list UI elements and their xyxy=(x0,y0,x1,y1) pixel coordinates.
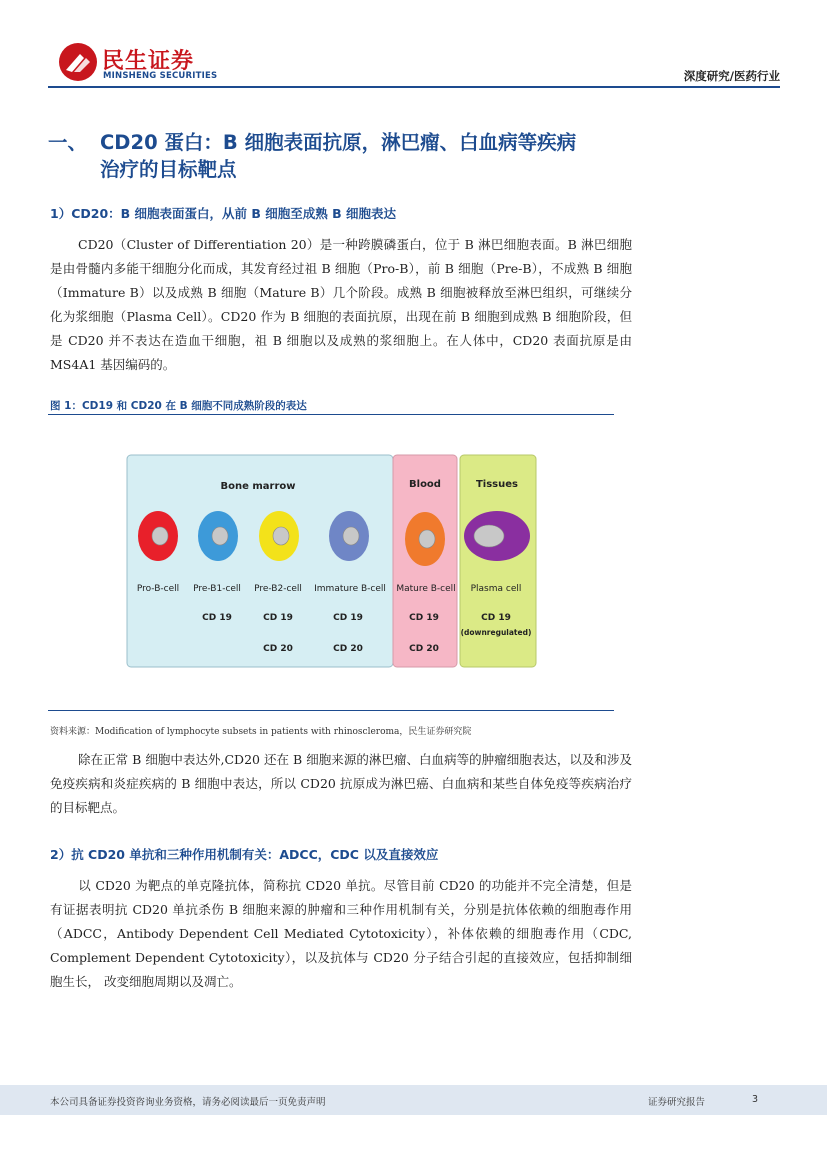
section-title-line1: CD20 蛋白：B 细胞表面抗原，淋巴瘤、白血病等疾病 xyxy=(100,131,577,154)
page-number: 3 xyxy=(752,1094,759,1105)
section-title xyxy=(48,129,648,183)
marker-cd20-immature-b: CD 20 xyxy=(333,644,363,654)
subsection-heading-1: 1）CD20：B 细胞表面蛋白，从前 B 细胞至成熟 B 细胞表达 xyxy=(50,206,396,221)
figure-top-rule xyxy=(48,414,614,415)
marker-cd19-mature-b: CD 19 xyxy=(409,613,439,623)
report-type-label: 深度研究/医药行业 xyxy=(683,69,780,83)
figure-bottom-rule xyxy=(48,710,614,711)
paragraph-1-text: CD20（Cluster of Differentiation 20）是一种跨膜磷蛋白，位于 B 淋巴细胞表面。B 淋巴细胞是由骨髓内多能干细胞分化而成，其发育经过祖 B 细胞（Pro-B），前 B 细胞（Pre-B），不成熟 B 细胞（Immature B）以及成熟 B 细胞（Mature B）几个阶段。成熟 B 细胞被释放至淋巴组织，可继续分化为浆细胞（Plasma Cell）。CD20 作为 B 细胞的表面抗原，出现在前 B 细胞到成熟 B 细胞阶段，但是 CD20 并不表达在造血干细胞，祖 B 细胞以及成熟的浆细胞上。在人体中，CD20 表面抗原是由 MS4A1 基因编码的。 xyxy=(50,237,632,372)
marker-cd19-immature-b: CD 19 xyxy=(333,613,363,623)
logo-english-name: MINSHENG SECURITIES xyxy=(103,71,218,81)
tissues-label: Tissues xyxy=(475,479,519,490)
marker-cd19-pre-b2: CD 19 xyxy=(263,613,293,623)
blood-label: Blood xyxy=(409,479,441,490)
footer-disclaimer: 本公司具备证券投资咨询业务资格，请务必阅读最后一页免责声明 xyxy=(50,1097,326,1108)
marker-cd20-mature-b: CD 20 xyxy=(409,644,439,654)
subsection-heading-2: 2）抗 CD20 单抗和三种作用机制有关：ADCC，CDC 以及直接效应 xyxy=(50,847,439,862)
cell-label-pre-b2: Pre-B2-cell xyxy=(254,584,302,594)
footer-report-label: 证券研究报告 xyxy=(648,1097,706,1108)
b-cell-stage-diagram xyxy=(124,452,540,670)
header-divider xyxy=(48,86,780,88)
paragraph-3 xyxy=(50,874,632,994)
paragraph-2-text: 除在正常 B 细胞中表达外,CD20 还在 B 细胞来源的淋巴瘤、白血病等的肿瘤细胞表达，以及和涉及免疫疾病和炎症疾病的 B 细胞中表达，所以 CD20 抗原成为淋巴癌、白血病和某些自体免疫等疾病治疗的目标靶点。 xyxy=(50,752,632,815)
paragraph-3-text: 以 CD20 为靶点的单克隆抗体，简称抗 CD20 单抗。尽管目前 CD20 的功能并不完全清楚，但是有证据表明抗 CD20 单抗杀伤 B 细胞来源的肿瘤和三种作用机制有关，分别是抗体依赖的细胞毒作用（ADCC，Antibody Dependent Cell Mediated Cytotoxicity），补体依赖的细胞毒作用（CDC, Complement Dependent Cytotoxicity），以及抗体与 CD20 分子结合引起的直接效应，包括抑制细胞生长， 改变细胞周期以及凋亡。 xyxy=(50,878,632,989)
cell-label-pre-b1: Pre-B1-cell xyxy=(193,584,241,594)
section-title-line2: 治疗的目标靶点 xyxy=(100,158,237,181)
paragraph-1 xyxy=(50,233,632,377)
cell-label-plasma: Plasma cell xyxy=(470,584,522,594)
section-number: 一、 xyxy=(48,131,88,154)
plasma-downregulated-note: (downregulated) xyxy=(460,628,532,637)
marker-cd20-pre-b2: CD 20 xyxy=(263,644,293,654)
cell-label-immature-b: Immature B-cell xyxy=(314,584,386,594)
minsheng-logo-icon xyxy=(58,42,98,82)
figure-title: 图 1：CD19 和 CD20 在 B 细胞不同成熟阶段的表达 xyxy=(50,400,307,412)
marker-cd19-pre-b1: CD 19 xyxy=(202,613,232,623)
cell-label-pro-b: Pro-B-cell xyxy=(136,584,180,594)
marker-cd19-plasma: CD 19 xyxy=(481,613,511,623)
paragraph-2 xyxy=(50,748,632,820)
logo-chinese-name: 民生证券 xyxy=(102,49,195,74)
cell-label-mature-b: Mature B-cell xyxy=(396,584,456,594)
bone-marrow-label: Bone marrow xyxy=(220,481,296,492)
figure-source: 资料来源：Modification of lymphocyte subsets in patients with rhinoscleroma，民生证券研究院 xyxy=(50,727,472,737)
